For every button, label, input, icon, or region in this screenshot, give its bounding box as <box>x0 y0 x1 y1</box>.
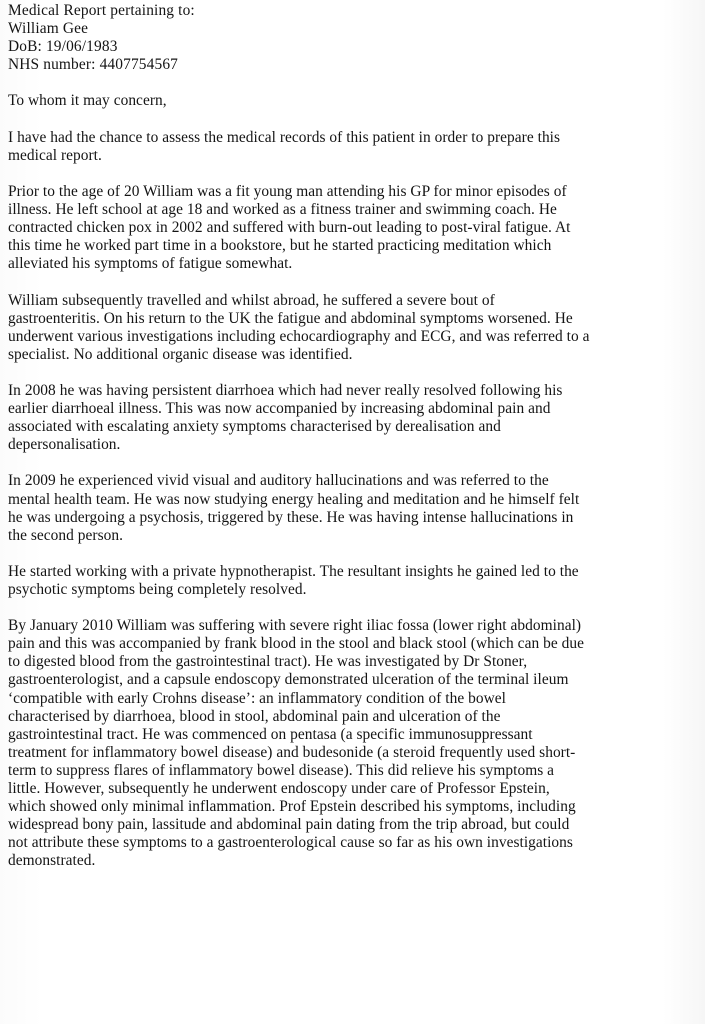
body-paragraph <box>8 129 700 165</box>
paragraph-line: associated with escalating anxiety symptoms characterised by derealisation and <box>8 418 501 436</box>
body-paragraph <box>8 183 700 273</box>
paragraph-line: demonstrated. <box>8 852 96 870</box>
paragraph-line: In 2008 he was having persistent diarrhoea which had never really resolved following his <box>8 381 563 399</box>
patient-name: William Gee <box>8 20 89 38</box>
patient-dob: DoB: 19/06/1983 <box>8 38 118 56</box>
body-paragraph <box>8 617 700 870</box>
medical-report <box>8 2 700 889</box>
paragraph-line: illness. He left school at age 18 and worked as a fitness trainer and swimming coach. He <box>8 201 557 219</box>
paragraph-line: characterised by diarrhoea, blood in stool, abdominal pain and ulceration of the <box>8 707 501 725</box>
paragraph-line: term to suppress flares of inflammatory bowel disease). This did relieve his symptoms a <box>8 761 555 779</box>
paragraph-line: I have had the chance to assess the medical records of this patient in order to prepare this <box>8 128 561 146</box>
paragraph-line: In 2009 he experienced vivid visual and auditory hallucinations and was referred to the <box>8 472 549 490</box>
paragraph-line: he was undergoing a psychosis, triggered by these. He was having intense hallucinations in <box>8 508 574 526</box>
body-paragraph <box>8 472 700 544</box>
paragraph-line: gastroenterologist, and a capsule endoscopy demonstrated ulceration of the terminal ileum <box>8 671 569 689</box>
paragraph-line: psychotic symptoms being completely resolved. <box>8 581 307 598</box>
body-paragraph <box>8 563 700 599</box>
paragraph-line: William subsequently travelled and whilst abroad, he suffered a severe bout of <box>8 291 495 309</box>
paragraph-line: medical report. <box>8 146 102 164</box>
paragraph-line: little. However, subsequently he underwent endoscopy under care of Professor Epstein, <box>8 780 550 798</box>
salutation <box>8 92 700 110</box>
paragraph-line: alleviated his symptoms of fatigue somewhat. <box>8 255 293 273</box>
paragraph-line: gastroenteritis. On his return to the UK the fatigue and abdominal symptoms worsened. He <box>8 309 573 327</box>
paragraph-line: He started working with a private hypnotherapist. The resultant insights he gained led to the <box>8 562 579 580</box>
paragraph-line: Prior to the age of 20 William was a fit young man attending his GP for minor episodes of <box>8 182 567 200</box>
body-paragraph <box>8 382 700 454</box>
paragraph-line: ‘compatible with early Crohns disease’: an inflammatory condition of the bowel <box>8 689 506 707</box>
paragraph-line: widespread bony pain, lassitude and abdominal pain dating from the trip abroad, but could <box>8 816 570 834</box>
body-paragraph <box>8 292 700 364</box>
salutation-text: To whom it may concern, <box>8 92 167 110</box>
paragraph-line: not attribute these symptoms to a gastroenterological cause so far as his own investigations <box>8 834 573 852</box>
paragraph-line: which showed only minimal inflammation. Prof Epstein described his symptoms, including <box>8 798 576 816</box>
paragraph-line: treatment for inflammatory bowel disease) and budesonide (a steroid frequently used short- <box>8 743 576 761</box>
paragraph-line: underwent various investigations including echocardiography and ECG, and was referred to a <box>8 327 590 345</box>
report-header <box>8 2 700 74</box>
paragraph-line: to digested blood from the gastrointestinal tract). He was investigated by Dr Stoner, <box>8 653 528 671</box>
paragraph-line: this time he worked part time in a bookstore, but he started practicing meditation which <box>8 237 552 255</box>
paragraph-line: earlier diarrhoeal illness. This was now accompanied by increasing abdominal pain and <box>8 400 551 418</box>
paragraph-line: By January 2010 William was suffering with severe right iliac fossa (lower right abdominal) <box>8 617 582 635</box>
paragraph-line: pain and this was accompanied by frank blood in the stool and black stool (which can be due <box>8 635 584 653</box>
paragraph-line: mental health team. He was now studying energy healing and meditation and he himself felt <box>8 490 580 508</box>
paragraph-line: gastrointestinal tract. He was commenced on pentasa (a specific immunosuppressant <box>8 725 533 743</box>
report-body <box>8 129 700 871</box>
paragraph-line: the second person. <box>8 526 124 544</box>
paragraph-line: contracted chicken pox in 2002 and suffered with burn-out leading to post-viral fatigue. At <box>8 219 571 237</box>
patient-nhs-number: NHS number: 4407754567 <box>8 56 179 74</box>
paragraph-line: specialist. No additional organic disease was identified. <box>8 345 353 363</box>
report-title: Medical Report pertaining to: <box>8 2 195 19</box>
paragraph-line: depersonalisation. <box>8 436 121 454</box>
